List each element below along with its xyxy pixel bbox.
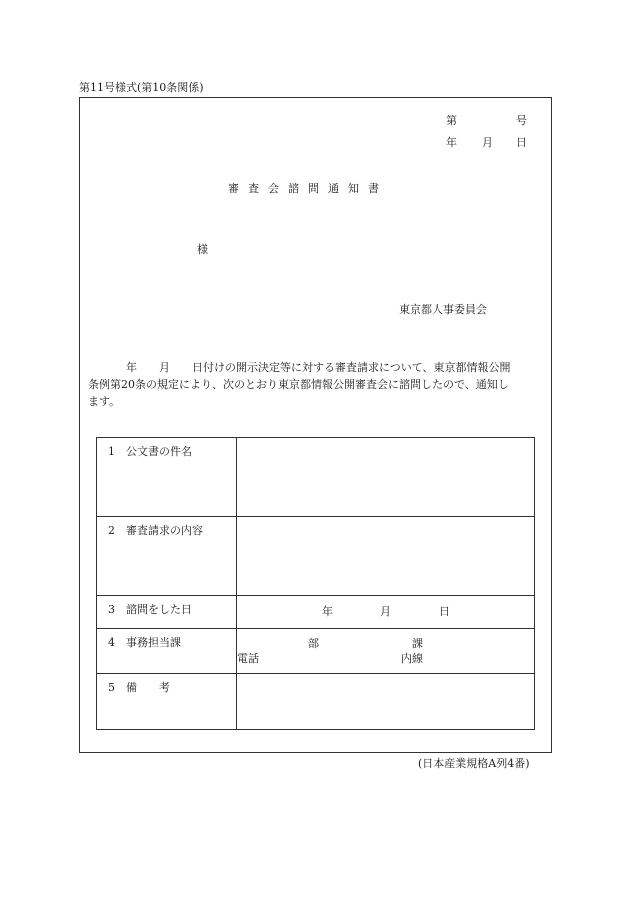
- table-row: [97, 596, 535, 629]
- document-title: 審査会諮問通知書: [228, 182, 388, 195]
- date-year: 年: [446, 136, 457, 149]
- body-line-3: ます。: [88, 395, 121, 408]
- body-line-1: 年 月 日付けの開示決定等に対する審査請求について、東京都情報公開: [126, 361, 511, 374]
- table-row: [97, 438, 535, 517]
- row-label: 事務担当課: [126, 636, 181, 649]
- form-number: 第11号様式(第10条関係): [79, 81, 204, 94]
- label-cell: [97, 596, 237, 629]
- paper-size-note: (日本産業規格A列4番): [418, 757, 530, 770]
- inquiry-date-day: 日: [439, 605, 450, 618]
- addressee-suffix: 様: [197, 243, 208, 256]
- label-cell: [97, 629, 237, 674]
- phone-label: 電話: [237, 652, 259, 665]
- label-cell: [97, 438, 237, 517]
- inquiry-date-year: 年: [322, 605, 333, 618]
- issuer-name: 東京都人事委員会: [399, 303, 487, 316]
- details-table: [96, 437, 535, 730]
- row-label: 諮問をした日: [126, 603, 192, 616]
- date-month: 月: [482, 136, 493, 149]
- row-number: 2: [108, 524, 115, 537]
- remarks-input-cell[interactable]: [237, 674, 535, 730]
- label-cell: [97, 674, 237, 730]
- extension-label: 内線: [401, 652, 423, 665]
- row-label: 備 考: [126, 681, 170, 694]
- row-label: 審査請求の内容: [126, 524, 203, 537]
- table-row: [97, 674, 535, 730]
- label-cell: [97, 517, 237, 596]
- inquiry-date-cell[interactable]: [237, 596, 535, 629]
- request-content-input-cell[interactable]: [237, 517, 535, 596]
- date-day: 日: [516, 136, 527, 149]
- department-label: 部: [308, 637, 319, 650]
- doc-number-prefix: 第: [446, 114, 457, 127]
- row-label: 公文書の件名: [126, 445, 192, 458]
- body-line-2: 条例第20条の規定により、次のとおり東京都情報公開審査会に諮問したので、通知し: [88, 378, 509, 391]
- row-number: 4: [108, 636, 115, 649]
- section-label: 課: [412, 637, 423, 650]
- table-row: [97, 629, 535, 674]
- department-cell[interactable]: [237, 629, 535, 674]
- subject-input-cell[interactable]: [237, 438, 535, 517]
- row-number: 3: [108, 603, 115, 616]
- inquiry-date-month: 月: [380, 605, 391, 618]
- row-number: 1: [108, 445, 115, 458]
- row-number: 5: [108, 681, 115, 694]
- table-row: [97, 517, 535, 596]
- doc-number-suffix: 号: [516, 114, 527, 127]
